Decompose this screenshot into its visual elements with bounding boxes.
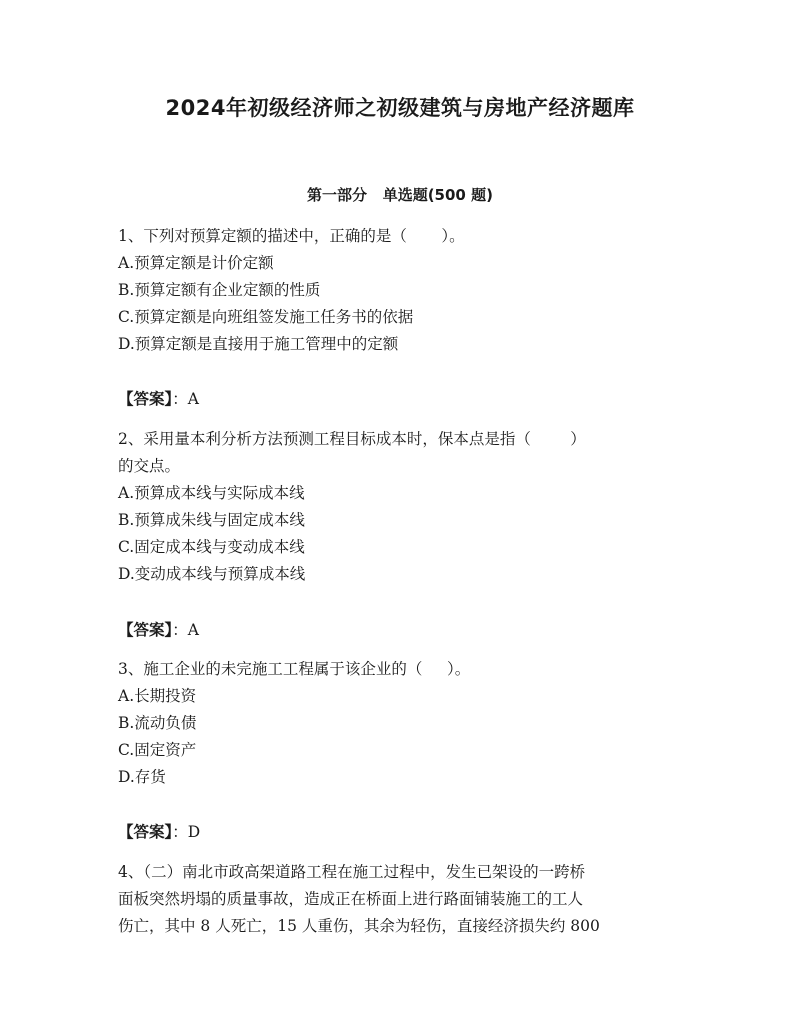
- question-2-stem-line-2: 的交点。: [118, 457, 181, 475]
- question-2-answer: [118, 620, 199, 640]
- question-2-option-a: A.预算成本线与实际成本线: [118, 484, 305, 502]
- answer-value: ：D: [172, 823, 201, 841]
- question-1-stem: 1、下列对预算定额的描述中，正确的是（ ）。: [118, 227, 465, 245]
- answer-value: ：A: [172, 390, 199, 408]
- question-1-option-b: B.预算定额有企业定额的性质: [118, 281, 321, 299]
- question-3-answer: [118, 822, 200, 842]
- question-2-stem-line-1: 2、采用量本利分析方法预测工程目标成本时，保本点是指（ ）: [118, 430, 586, 448]
- question-1-option-c: C.预算定额是向班组签发施工任务书的依据: [118, 308, 414, 326]
- question-3-option-c: C.固定资产: [118, 741, 197, 759]
- question-2-option-c: C.固定成本线与变动成本线: [118, 538, 305, 556]
- question-1-option-d: D.预算定额是直接用于施工管理中的定额: [118, 335, 399, 353]
- section-title: 第一部分 单选题(500 题): [307, 186, 493, 204]
- question-2-option-b: B.预算成朱线与固定成本线: [118, 511, 305, 529]
- question-3-option-b: B.流动负债: [118, 714, 197, 732]
- answer-label: 【答案】: [118, 823, 173, 841]
- question-2-option-d: D.变动成本线与预算成本线: [118, 565, 306, 583]
- question-3-option-a: A.长期投资: [118, 687, 197, 705]
- answer-label: 【答案】: [118, 390, 173, 408]
- document-title: 2024年初级经济师之初级建筑与房地产经济题库: [165, 96, 635, 120]
- question-3-option-d: D.存货: [118, 768, 166, 786]
- question-4-stem-line-3: 伤亡，其中 8 人死亡，15 人重伤，其余为轻伤，直接经济损失约 800: [118, 917, 600, 935]
- question-3-stem: 3、施工企业的未完施工工程属于该企业的（ ）。: [118, 660, 471, 678]
- question-1-option-a: A.预算定额是计价定额: [118, 254, 274, 272]
- answer-value: ：A: [172, 621, 199, 639]
- question-1-answer: [118, 389, 199, 409]
- question-4-stem-line-1: 4、（二）南北市政高架道路工程在施工过程中，发生已架设的一跨桥: [118, 863, 586, 881]
- question-4-stem-line-2: 面板突然坍塌的质量事故，造成正在桥面上进行路面铺装施工的工人: [118, 890, 584, 908]
- answer-label: 【答案】: [118, 621, 173, 639]
